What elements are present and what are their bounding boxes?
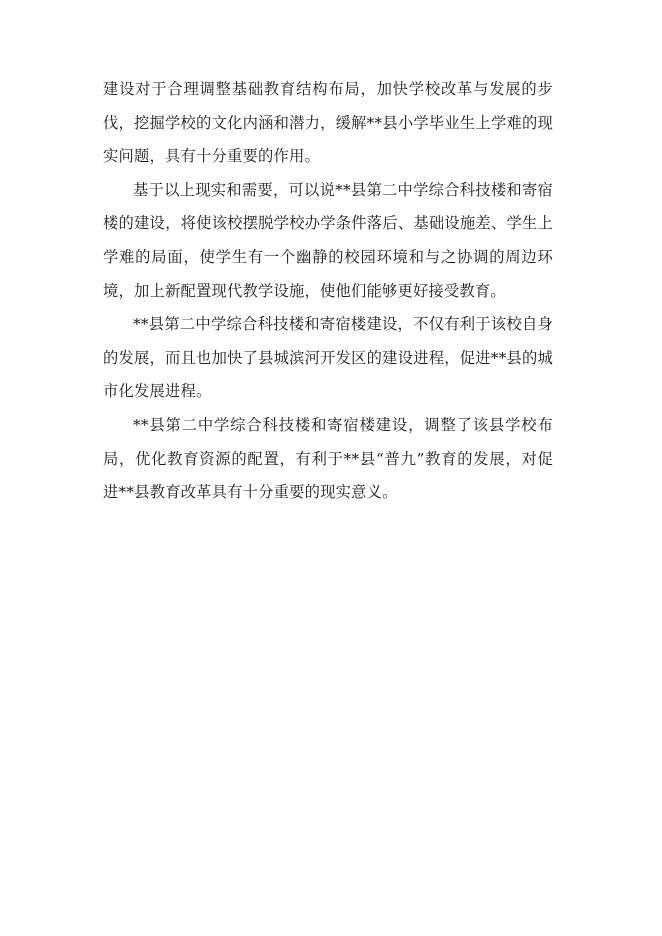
paragraph-3: **县第二中学综合科技楼和寄宿楼建设，不仅有利于该校自身的发展，而且也加快了县城滨河开发区的建设进程，促进**县的城市化发展进程。 [103,315,553,401]
document-body [103,73,553,510]
paragraph-4: **县第二中学综合科技楼和寄宿楼建设，调整了该县学校布局，优化教育资源的配置，有利于**县“普九”教育的发展，对促进**县教育改革具有十分重要的现实意义。 [103,415,553,502]
paragraph-1: 建设对于合理调整基础教育结构布局，加快学校改革与发展的步伐，挖掘学校的文化内涵和潜力，缓解**县小学毕业生上学难的现实问题，具有十分重要的作用。 [103,80,553,166]
paragraph-2: 基于以上现实和需要，可以说**县第二中学综合科技楼和寄宿楼的建设，将使该校摆脱学校办学条件落后、基础设施差、学生上学难的局面，使学生有一个幽静的校园环境和与之协调的周边环境，加上新配置现代教学设施，使他们能够更好接受教育。 [103,180,553,300]
